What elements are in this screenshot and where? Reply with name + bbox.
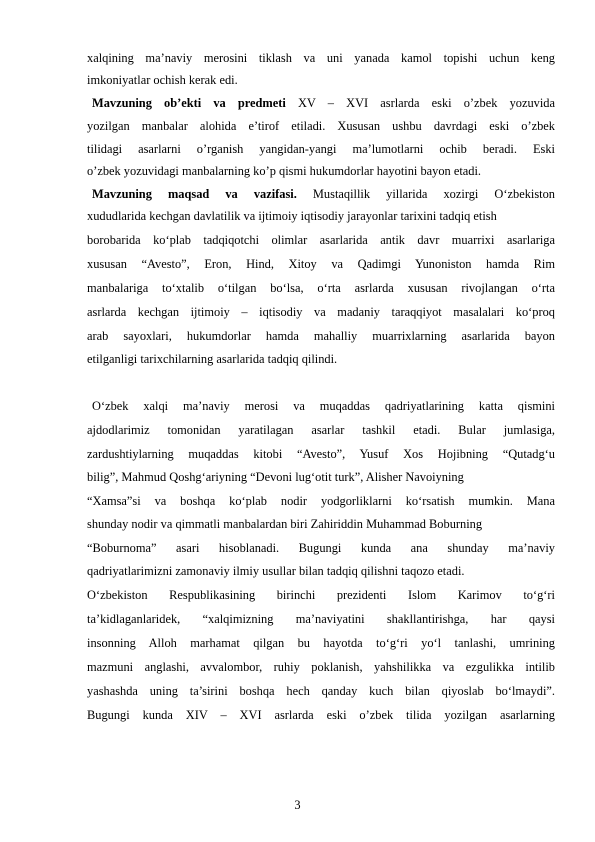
text-span: yashashda uning ta’sirini boshqa hech qanday kuch bilan qiyoslab bo‘lmaydi”. bbox=[87, 684, 555, 698]
text-line bbox=[87, 304, 555, 320]
text-span: shunday nodir va qimmatli manbalardan biri Zahiriddin Muhammad Boburning bbox=[87, 517, 483, 531]
text-span: manbalariga to‘xtalib o‘tilgan bo‘lsa, o‘rta asrlarda xususan rivojlangan o‘rta bbox=[87, 281, 555, 295]
section-heading-object: Mavzuning ob’ekti va predmeti bbox=[92, 96, 286, 110]
text-line bbox=[87, 351, 555, 367]
text-line bbox=[87, 635, 555, 651]
text-line bbox=[87, 328, 555, 344]
text-line bbox=[87, 540, 555, 556]
text-span: yozilgan manbalar alohida e’tirof etiladi. Xususan ushbu davrdagi eski o’zbek bbox=[87, 119, 555, 133]
text-span: qadriyatlarimizni zamonaviy ilmiy usullar bilan tadqiq qilishni taqozo etadi. bbox=[87, 564, 465, 578]
text-span: XV – XVI asrlarda eski o’zbek yozuvida bbox=[285, 96, 555, 110]
text-span: insonning Alloh marhamat qilgan bu hayotda to‘g‘ri yo‘l tanlashi, umrining bbox=[87, 636, 555, 650]
text-line bbox=[87, 232, 555, 248]
text-span: arab sayoxlari, hukumdorlar hamda mahalliy muarrixlarning asarlarida bayon bbox=[87, 329, 555, 343]
text-span: borobarida ko‘plab tadqiqotchi olimlar asarlarida antik davr muarrixi asarlariga bbox=[87, 233, 555, 247]
text-line bbox=[87, 587, 555, 603]
text-line bbox=[87, 446, 555, 462]
text-span: xalqining ma’naviy merosini tiklash va uni yanada kamol topishi uchun keng bbox=[87, 51, 555, 65]
text-line bbox=[87, 659, 555, 675]
text-span: tilidagi asarlarni o’rganish yangidan-yangi ma’lumotlarni ochib beradi. Eski bbox=[87, 142, 555, 156]
text-line bbox=[87, 422, 555, 438]
text-span: asrlarda kechgan ijtimoiy – iqtisodiy va madaniy taraqqiyot masalalari ko‘proq bbox=[87, 305, 555, 319]
text-line bbox=[87, 469, 555, 485]
text-span: xududlarida kechgan davlatilik va ijtimoiy iqtisodiy jarayonlar tarixini tadqiq etish bbox=[87, 209, 497, 223]
text-line bbox=[87, 118, 555, 134]
text-line bbox=[87, 256, 555, 272]
text-span: O‘zbek xalqi ma’naviy merosi va muqaddas qadriyatlarining katta qismini bbox=[92, 399, 555, 413]
text-line bbox=[87, 516, 555, 532]
text-span: Bugungi kunda XIV – XVI asrlarda eski o’zbek tilida yozilgan asarlarning bbox=[87, 708, 555, 722]
text-span: “Xamsa”si va boshqa ko‘plab nodir yodgorliklarni ko‘rsatish mumkin. Mana bbox=[87, 494, 555, 508]
text-span: o’zbek yozuvidagi manbalarning ko’p qismi hukumdorlar hayotini bayon etadi. bbox=[87, 164, 481, 178]
text-line bbox=[87, 72, 555, 88]
page-number: 3 bbox=[294, 798, 301, 812]
text-span: zardushtiylarning muqaddas kitobi “Avesto”, Yusuf Xos Hojibning “Qutadg‘u bbox=[87, 447, 555, 461]
text-line bbox=[87, 186, 555, 202]
text-span: xususan “Avesto”, Eron, Hind, Xitoy va Qadimgi Yunoniston hamda Rim bbox=[87, 257, 555, 271]
text-span: ajdodlarimiz tomonidan yaratilagan asarlar tashkil etadi. Bular jumlasiga, bbox=[87, 423, 555, 437]
text-span: etilganligi tarixchilarning asarlarida tadqiq qilindi. bbox=[87, 352, 338, 366]
text-line bbox=[87, 707, 555, 723]
text-span: “Boburnoma” asari hisoblanadi. Bugungi kunda ana shunday ma’naviy bbox=[87, 541, 555, 555]
text-line bbox=[87, 563, 555, 579]
text-line bbox=[87, 611, 555, 627]
text-span: ta’kidlaganlaridek, “xalqimizning ma’naviyatini shakllantirishga, har qaysi bbox=[87, 612, 555, 626]
text-line bbox=[87, 683, 555, 699]
section-heading-purpose: Mavzuning maqsad va vazifasi. bbox=[92, 187, 297, 201]
text-line bbox=[87, 398, 555, 414]
text-line bbox=[87, 50, 555, 66]
text-line bbox=[87, 95, 555, 111]
text-line bbox=[87, 208, 555, 224]
text-line bbox=[87, 163, 555, 179]
text-line bbox=[87, 141, 555, 157]
text-span: bilig”, Mahmud Qoshg‘ariyning “Devoni lug‘otit turk”, Alisher Navoiyning bbox=[87, 470, 464, 484]
text-line bbox=[87, 493, 555, 509]
text-line bbox=[87, 280, 555, 296]
text-span: imkoniyatlar ochish kerak edi. bbox=[87, 73, 238, 87]
text-span: mazmuni anglashi, avvalombor, ruhiy poklanish, yahshilikka va ezgulikka intilib bbox=[87, 660, 555, 674]
text-span: O‘zbekiston Respublikasining birinchi prezidenti Islom Karimov to‘g‘ri bbox=[87, 588, 555, 602]
text-span: Mustaqillik yillarida xozirgi O‘zbekiston bbox=[296, 187, 555, 201]
